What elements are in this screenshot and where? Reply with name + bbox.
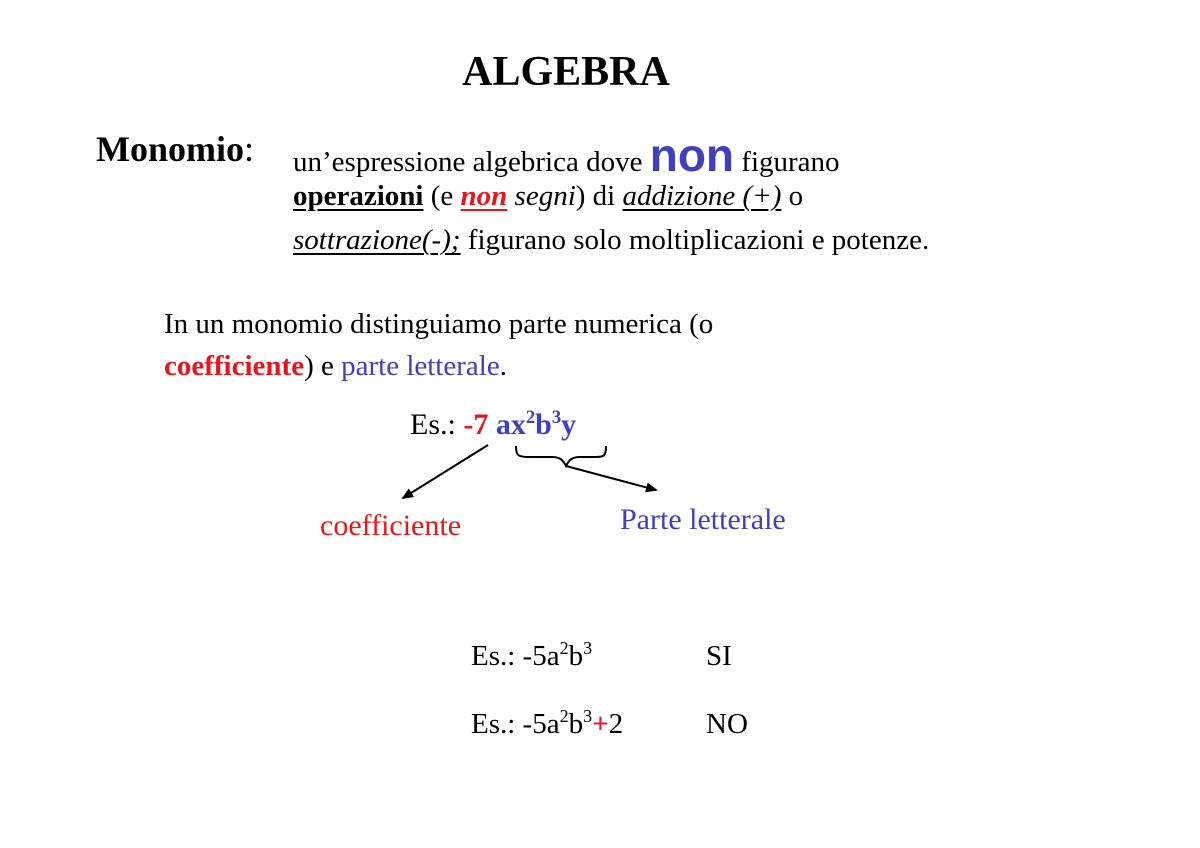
- def-line2-text-b: ) di: [575, 180, 623, 212]
- exponent-2: 2: [525, 406, 536, 428]
- term-colon: :: [244, 129, 255, 169]
- ex1-exp2: 3: [583, 638, 593, 659]
- ex2-exp2: 3: [583, 706, 593, 727]
- segni-italic: segni: [514, 180, 576, 212]
- def-line2-text-c: o: [781, 180, 804, 212]
- emphasis-non-red: non: [460, 180, 508, 212]
- literal-ax: ax: [495, 408, 526, 441]
- label-parte-letterale: Parte letterale: [620, 503, 786, 536]
- example-prefix: Es.:: [410, 408, 464, 441]
- answer-no: NO: [706, 708, 748, 740]
- page-title: ALGEBRA: [462, 49, 670, 95]
- ex2-prefix: Es.: -5a: [471, 708, 560, 740]
- arrow-to-literal-part: [566, 466, 656, 490]
- literal-y: y: [561, 408, 577, 441]
- emphasis-non-large: non: [649, 129, 735, 181]
- label-coefficiente: coefficiente: [320, 509, 462, 542]
- sottrazione-underlined: sottrazione(-);: [293, 224, 461, 256]
- ex1-prefix: Es.: -5a: [471, 640, 560, 672]
- ex2-plus-sign: +: [592, 708, 609, 740]
- example-row-1: [471, 640, 592, 673]
- arrow-to-coefficient: [403, 445, 488, 498]
- intro-mid: ) e: [304, 350, 342, 382]
- def-line1-text-b: figurano: [734, 146, 840, 178]
- coefficiente-highlight: coefficiente: [164, 350, 305, 382]
- intro-line-1: In un monomio distinguiamo parte numerica (o: [164, 308, 714, 340]
- literal-b: b: [535, 408, 552, 441]
- answer-si: SI: [706, 640, 732, 672]
- ex1-b: b: [568, 640, 584, 672]
- ex2-exp1: 2: [559, 706, 569, 727]
- ex1-exp1: 2: [559, 638, 569, 659]
- addizione-underlined: addizione (+): [622, 180, 782, 212]
- example-coefficient: -7: [463, 408, 489, 441]
- parte-letterale-highlight: parte letterale: [341, 350, 500, 382]
- def-line2-text-a: (e: [423, 180, 461, 212]
- ex2-tail: 2: [608, 708, 624, 740]
- exponent-3: 3: [551, 406, 562, 428]
- ex2-b: b: [568, 708, 584, 740]
- example-row-2: [471, 708, 623, 741]
- def-line3-text-a: figurano solo moltiplicazioni e potenze.: [460, 224, 930, 256]
- def-line1-text-a: un’espressione algebrica dove: [293, 146, 650, 178]
- operazioni-underlined: operazioni: [293, 180, 424, 212]
- term-monomio: Monomio: [96, 129, 244, 169]
- intro-end: .: [499, 350, 507, 382]
- brace-under-literal: [516, 446, 606, 466]
